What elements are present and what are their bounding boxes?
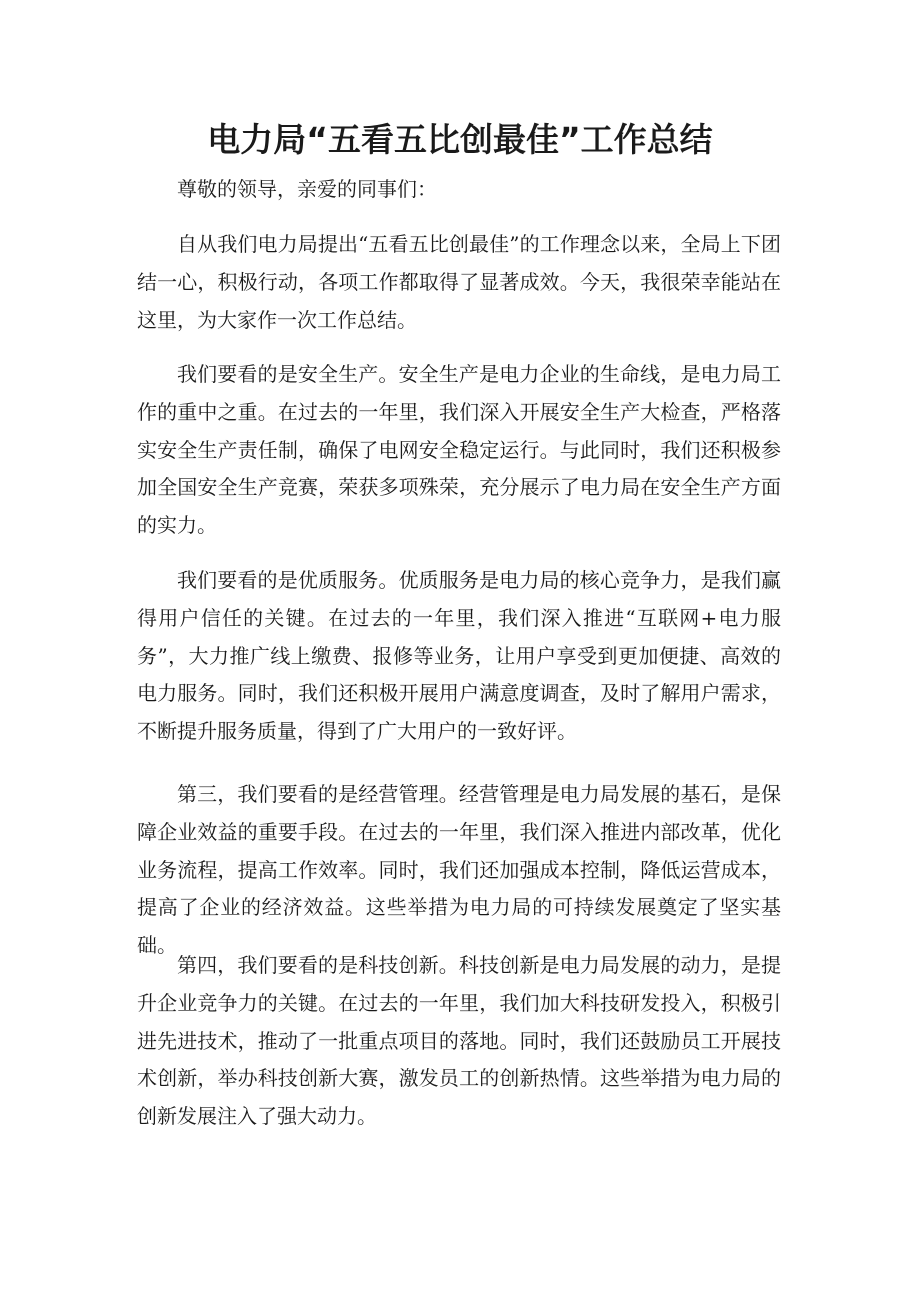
paragraph-safety: 我们要看的是安全生产。安全生产是电力企业的生命线，是电力局工作的重中之重。在过去的一年里，我们深入开展安全生产大检查，严格落实安全生产责任制，确保了电网安全稳定运行。与此同时，我们还积极参加全国安全生产竞赛，荣获多项殊荣，充分展示了电力局在安全生产方面的实力。 <box>137 362 781 538</box>
paragraph-service: 我们要看的是优质服务。优质服务是电力局的核心竞争力，是我们赢得用户信任的关键。在过去的一年里，我们深入推进“互联网+电力服务”，大力推广线上缴费、报修等业务，让用户享受到更加便捷、高效的电力服务。同时，我们还积极开展用户满意度调查，及时了解用户需求，不断提升服务质量，得到了广大用户的一致好评。 <box>137 568 781 744</box>
paragraph-management: 第三，我们要看的是经营管理。经营管理是电力局发展的基石，是保障企业效益的重要手段。在过去的一年里，我们深入推进内部改革，优化业务流程，提高工作效率。同时，我们还加强成本控制，降低运营成本，提高了企业的经济效益。这些举措为电力局的可持续发展奠定了坚实基础。 <box>137 782 781 958</box>
paragraph-intro: 自从我们电力局提出“五看五比创最佳”的工作理念以来，全局上下团结一心，积极行动，各项工作都取得了显著成效。今天，我很荣幸能站在这里，为大家作一次工作总结。 <box>137 232 781 332</box>
paragraph-innovation: 第四，我们要看的是科技创新。科技创新是电力局发展的动力，是提升企业竞争力的关键。在过去的一年里，我们加大科技研发投入，积极引进先进技术，推动了一批重点项目的落地。同时，我们还鼓励员工开展技术创新，举办科技创新大赛，激发员工的创新热情。这些举措为电力局的创新发展注入了强大动力。 <box>137 953 781 1129</box>
document-title: 电力局“五看五比创最佳”工作总结 <box>207 120 713 159</box>
greeting: 尊敬的领导，亲爱的同事们： <box>177 177 437 201</box>
